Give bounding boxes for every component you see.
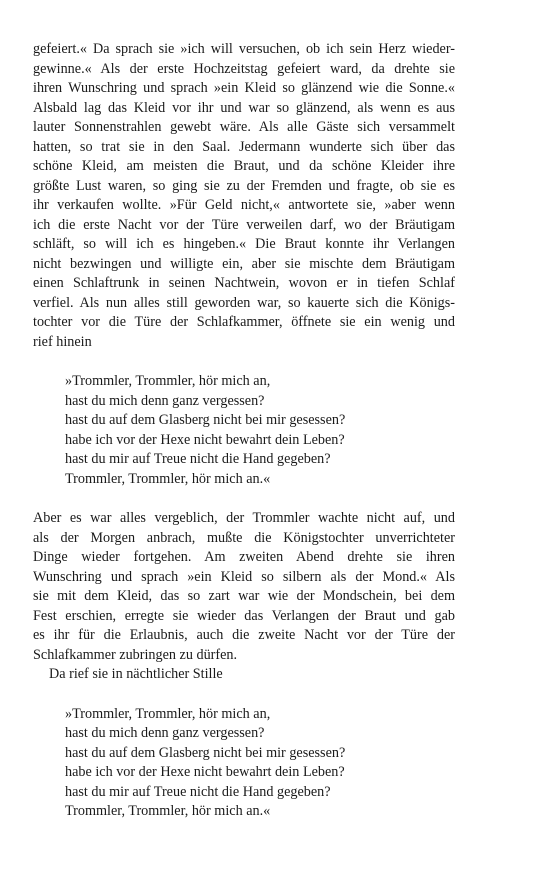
text-line: Aber es war alles vergeblich, der Trommler wachte nicht auf, und: [33, 510, 455, 526]
text-line: hatten, so trat sie in den Saal. Jedermann wunderte sich über das: [33, 138, 455, 155]
verse-line: »Trommler, Trommler, hör mich an,: [65, 705, 271, 722]
text-line: verfiel. Als nun alles still geworden war, so kauerte sich die Königs-: [33, 294, 455, 311]
verse-line: habe ich vor der Hexe nicht bewahrt dein Leben?: [65, 431, 345, 448]
text-line: sie mit dem Kleid, das so zart war wie der Mondschein, bei dem: [33, 588, 455, 604]
text-line: nicht bezwingen und willigte ein, aber sie mischte dem Bräutigam: [33, 255, 455, 272]
text-line: tochter vor die Türe der Schlafkammer, öffnete sie ein wenig und: [33, 314, 455, 330]
text-line: ihr verkaufen wollte. »Für Geld nicht,« antwortete sie, »aber wenn: [33, 197, 455, 213]
text-line: als der Morgen anbrach, mußte die Königstochter unverrichteter: [33, 529, 455, 546]
verse-line: habe ich vor der Hexe nicht bewahrt dein Leben?: [65, 764, 345, 780]
verse-line: hast du mich denn ganz vergessen?: [65, 725, 265, 741]
text-line: Wunschring und sprach »ein Kleid so silbern als der Mond.« Als: [33, 568, 455, 585]
text-line: Alsbald lag das Kleid vor ihr und war so glänzend, als wenn es aus: [33, 99, 455, 116]
text-line: ihren Wunschring und sprach »ein Kleid so glänzend wie die Sonne.«: [33, 80, 455, 96]
text-line: schläft, so will ich es hingeben.« Die Braut konnte ihr Verlangen: [33, 236, 455, 252]
text-line: rief hinein: [33, 333, 92, 350]
verse-line: hast du mir auf Treue nicht die Hand gegeben?: [65, 451, 331, 467]
text-line: ich die erste Nacht vor der Türe verweilen darf, wo der Bräutigam: [33, 216, 455, 233]
text-line: es ihr für die Erlaubnis, auch die zweite Nacht vor der Türe der: [33, 627, 455, 643]
text-line: einen Schlaftrunk in seinen Nachtwein, wovon er in tiefen Schlaf: [33, 275, 455, 291]
text-line: Fest erschien, erregte sie wieder das Verlangen der Braut und gab: [33, 607, 455, 624]
text-line: schöne Kleid, am meisten die Braut, und da schöne Kleider ihre: [33, 158, 455, 174]
text-line: größte Lust waren, so ging sie zu der Fremden und fragte, ob sie es: [33, 177, 455, 194]
verse-line: hast du mich denn ganz vergessen?: [65, 392, 265, 409]
verse-line: »Trommler, Trommler, hör mich an,: [65, 373, 271, 389]
verse-line: hast du auf dem Glasberg nicht bei mir gesessen?: [65, 412, 346, 428]
text-line: gefeiert.« Da sprach sie »ich will versuchen, ob ich sein Herz wieder-: [33, 41, 455, 57]
text-line: Dinge wieder fortgehen. Am zweiten Abend drehte sie ihren: [33, 549, 455, 565]
verse-line: Trommler, Trommler, hör mich an.«: [65, 803, 271, 819]
text-line: Schlafkammer zubringen zu dürfen.: [33, 646, 238, 663]
verse-line: hast du auf dem Glasberg nicht bei mir gesessen?: [65, 744, 346, 761]
verse-line: hast du mir auf Treue nicht die Hand gegeben?: [65, 783, 331, 800]
text-line-indented: Da rief sie in nächtlicher Stille: [49, 666, 223, 682]
text-line: gewinne.« Als der erste Hochzeitstag gefeiert ward, da drehte sie: [33, 60, 455, 77]
text-line: lauter Sonnenstrahlen gewebt wäre. Als alle Gäste sich versammelt: [33, 119, 455, 135]
verse-line: Trommler, Trommler, hör mich an.«: [65, 470, 271, 487]
